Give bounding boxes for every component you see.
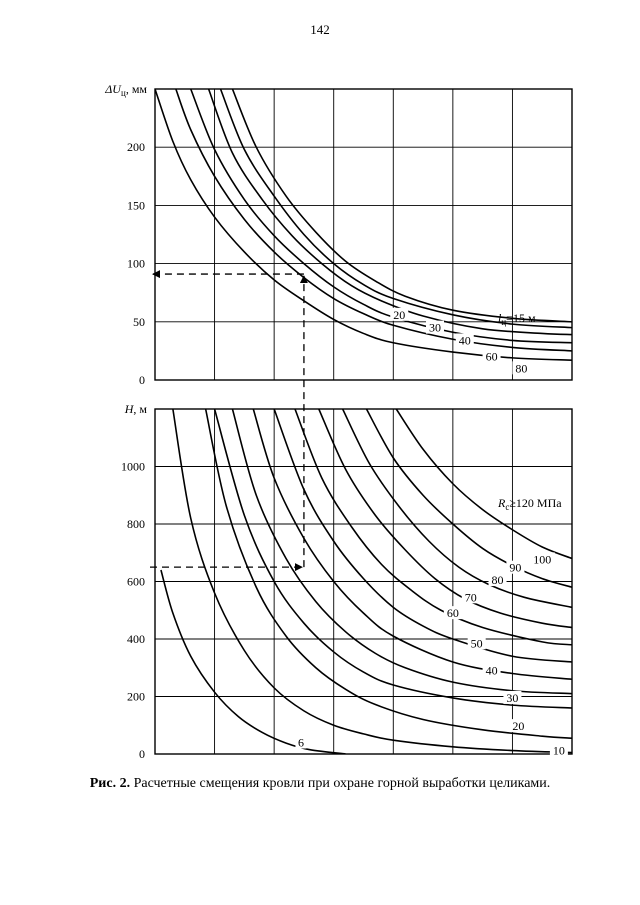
parameter-symbol: l xyxy=(498,311,502,325)
y-tick-label: 1000 xyxy=(121,459,145,474)
parameter-value: =15 м xyxy=(506,311,536,325)
y-tick-label: 200 xyxy=(127,140,145,155)
caption-prefix: Рис. 2. xyxy=(89,776,131,791)
y-tick-label: 100 xyxy=(127,256,145,271)
page-number: 142 xyxy=(310,22,330,37)
figure-caption xyxy=(0,776,640,792)
curve-label-40: 40 xyxy=(485,663,498,678)
y-tick-label: 50 xyxy=(133,314,145,329)
y-axis-unit: , мм xyxy=(125,82,147,96)
y-tick-label: 200 xyxy=(127,689,145,704)
curve-label-30: 30 xyxy=(506,690,519,705)
curve-label-70: 70 xyxy=(464,590,477,605)
curve-label-50: 50 xyxy=(470,636,483,651)
y-axis-label xyxy=(104,82,147,98)
curve-label-60: 60 xyxy=(446,606,459,621)
curve-label-10: 10 xyxy=(552,743,565,758)
curve-label-6: 6 xyxy=(297,735,304,750)
y-tick-label: 400 xyxy=(127,632,145,646)
parameter-legend xyxy=(498,311,536,327)
caption-text: Расчетные смещения кровли при охране горной выработки целиками. xyxy=(133,776,551,791)
curve-label-80: 80 xyxy=(491,573,504,588)
curve-label-20: 20 xyxy=(393,307,406,322)
parameter-value: ≥120 МПа xyxy=(509,496,562,510)
curve-label-100: 100 xyxy=(533,552,552,567)
parameter-subscript: ц xyxy=(501,317,507,327)
parameter-subscript: c xyxy=(505,502,510,512)
curve-label-40: 40 xyxy=(458,333,471,348)
plot-frame xyxy=(155,89,572,380)
y-tick-label: 800 xyxy=(127,517,145,531)
curve-label-80: 80 xyxy=(515,361,528,376)
curve-label-90: 90 xyxy=(509,560,522,575)
parameter-legend xyxy=(497,496,562,512)
series-line-70 xyxy=(295,409,572,645)
curve-label-20: 20 xyxy=(512,719,525,734)
y-tick-label: 0 xyxy=(139,373,145,387)
series-line-120 xyxy=(396,409,572,559)
y-axis-symbol: ΔU xyxy=(105,82,121,96)
y-tick-label: 600 xyxy=(127,574,145,589)
series-line-6 xyxy=(161,570,346,754)
curve-label-60: 60 xyxy=(485,349,498,364)
y-axis-unit: , м xyxy=(133,402,147,416)
y-axis-label xyxy=(124,402,148,416)
guide-connectors xyxy=(150,274,304,567)
y-axis-subscript: ц xyxy=(120,88,126,98)
series-line-40 xyxy=(232,409,572,694)
displacement-chart xyxy=(104,82,572,387)
y-tick-label: 150 xyxy=(127,198,145,213)
y-axis-symbol: H xyxy=(124,402,134,416)
parameter-symbol: R xyxy=(498,496,506,510)
y-tick-label: 0 xyxy=(139,747,145,761)
depth-chart xyxy=(121,402,572,761)
curve-label-30: 30 xyxy=(428,320,441,335)
